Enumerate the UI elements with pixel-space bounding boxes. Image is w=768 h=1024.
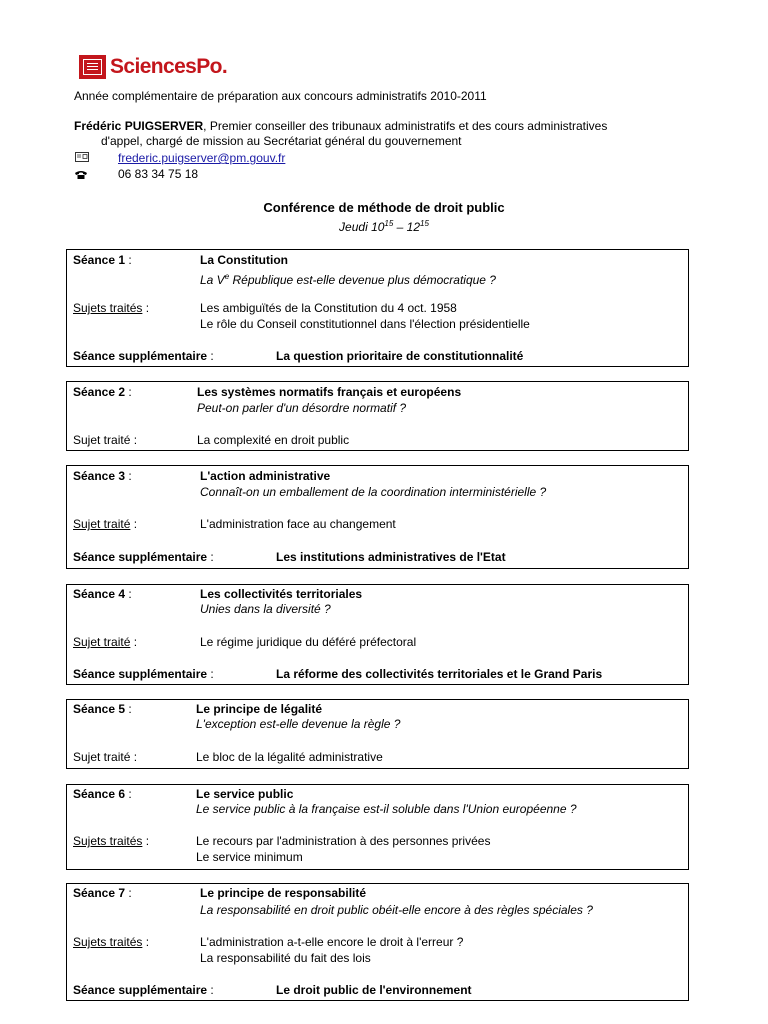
- extra-session-title: Les institutions administratives de l'Etat: [276, 550, 506, 564]
- author-name: Frédéric PUIGSERVER: [74, 119, 204, 133]
- topic-item: Le recours par l'administration à des personnes privées: [196, 834, 491, 848]
- topics-label: Sujet traité :: [73, 750, 138, 764]
- topics-label: Sujet traité :: [73, 433, 138, 447]
- topic-item: Le rôle du Conseil constitutionnel dans l'élection présidentielle: [200, 317, 530, 331]
- topics-label: Sujets traités :: [73, 834, 150, 848]
- session-title: Le service public: [196, 787, 294, 801]
- extra-session-title: La réforme des collectivités territoriales et le Grand Paris: [276, 667, 603, 681]
- session-5-box: [66, 699, 689, 769]
- extra-session-label: Séance supplémentaire :: [73, 667, 214, 681]
- card-icon: [75, 151, 89, 165]
- time-end: – 12: [393, 220, 421, 234]
- extra-session-label: Séance supplémentaire :: [73, 550, 214, 564]
- session-question: La responsabilité en droit public obéit-elle encore à des règles spéciales ?: [200, 903, 593, 917]
- session-1-box: [66, 249, 689, 367]
- topics-label: Sujets traités :: [73, 935, 150, 949]
- document-subtitle: Année complémentaire de préparation aux concours administratifs 2010-2011: [74, 89, 487, 103]
- telephone-icon: [74, 168, 88, 182]
- sciencespo-logo-text: SciencesPo.: [110, 55, 228, 78]
- time-start-sup: 15: [384, 219, 394, 228]
- author-line: [74, 119, 607, 134]
- topic-item: L'administration a-t-elle encore le droit à l'erreur ?: [200, 935, 464, 949]
- session-question: L'exception est-elle devenue la règle ?: [196, 717, 401, 731]
- extra-session-label: Séance supplémentaire :: [73, 349, 214, 363]
- session-title: L'action administrative: [200, 469, 331, 483]
- session-title: Les collectivités territoriales: [200, 587, 363, 601]
- topic-item: Le bloc de la légalité administrative: [196, 750, 383, 764]
- author-role-line-2: d'appel, chargé de mission au Secrétariat général du gouvernement: [101, 134, 462, 148]
- session-title: Les systèmes normatifs français et européens: [197, 385, 462, 399]
- author-role-line-1: , Premier conseiller des tribunaux administratifs et des cours administratives: [203, 119, 608, 133]
- session-label: Séance 7 :: [73, 886, 132, 900]
- topics-label: Sujet traité :: [73, 517, 138, 531]
- session-7-box: [66, 883, 689, 1001]
- topic-item: Les ambiguïtés de la Constitution du 4 oct. 1958: [200, 301, 457, 315]
- session-label: Séance 3 :: [73, 469, 132, 483]
- extra-session-title: La question prioritaire de constitutionnalité: [276, 349, 524, 363]
- extra-session-title: Le droit public de l'environnement: [276, 983, 472, 997]
- session-question: Unies dans la diversité ?: [200, 602, 331, 616]
- topic-item: Le régime juridique du déféré préfectoral: [200, 635, 417, 649]
- session-label: Séance 4 :: [73, 587, 132, 601]
- session-label: Séance 1 :: [73, 253, 132, 267]
- topic-item: L'administration face au changement: [200, 517, 396, 531]
- extra-session-label: Séance supplémentaire :: [73, 983, 214, 997]
- email-link[interactable]: frederic.puigserver@pm.gouv.fr: [118, 151, 286, 165]
- session-label: Séance 6 :: [73, 787, 132, 801]
- session-title: La Constitution: [200, 253, 288, 267]
- time-start: Jeudi 10: [339, 220, 385, 234]
- session-6-box: [66, 784, 689, 870]
- session-label: Séance 5 :: [73, 702, 132, 716]
- session-label: Séance 2 :: [73, 385, 132, 399]
- session-2-box: [66, 381, 689, 451]
- session-title: Le principe de légalité: [196, 702, 323, 716]
- topics-label: Sujet traité :: [73, 635, 138, 649]
- topic-item: Le service minimum: [196, 850, 303, 864]
- schedule-time: [0, 216, 768, 235]
- session-title: Le principe de responsabilité: [200, 886, 367, 900]
- session-question: La Ve République est-elle devenue plus démocratique ?: [200, 272, 496, 287]
- topic-item: La responsabilité du fait des lois: [200, 951, 371, 965]
- topic-item: La complexité en droit public: [197, 433, 350, 447]
- sciencespo-logo-mark: [79, 55, 106, 79]
- page-title: Conférence de méthode de droit public: [263, 200, 505, 215]
- phone-number: 06 83 34 75 18: [118, 167, 199, 181]
- session-4-box: [66, 584, 689, 685]
- topics-label: Sujets traités :: [73, 301, 150, 315]
- session-question: Peut-on parler d'un désordre normatif ?: [197, 401, 407, 415]
- session-question: Le service public à la française est-il soluble dans l'Union européenne ?: [196, 802, 577, 816]
- time-end-sup: 15: [420, 219, 429, 228]
- session-3-box: [66, 465, 689, 569]
- session-question: Connaît-on un emballement de la coordination interministérielle ?: [200, 485, 547, 499]
